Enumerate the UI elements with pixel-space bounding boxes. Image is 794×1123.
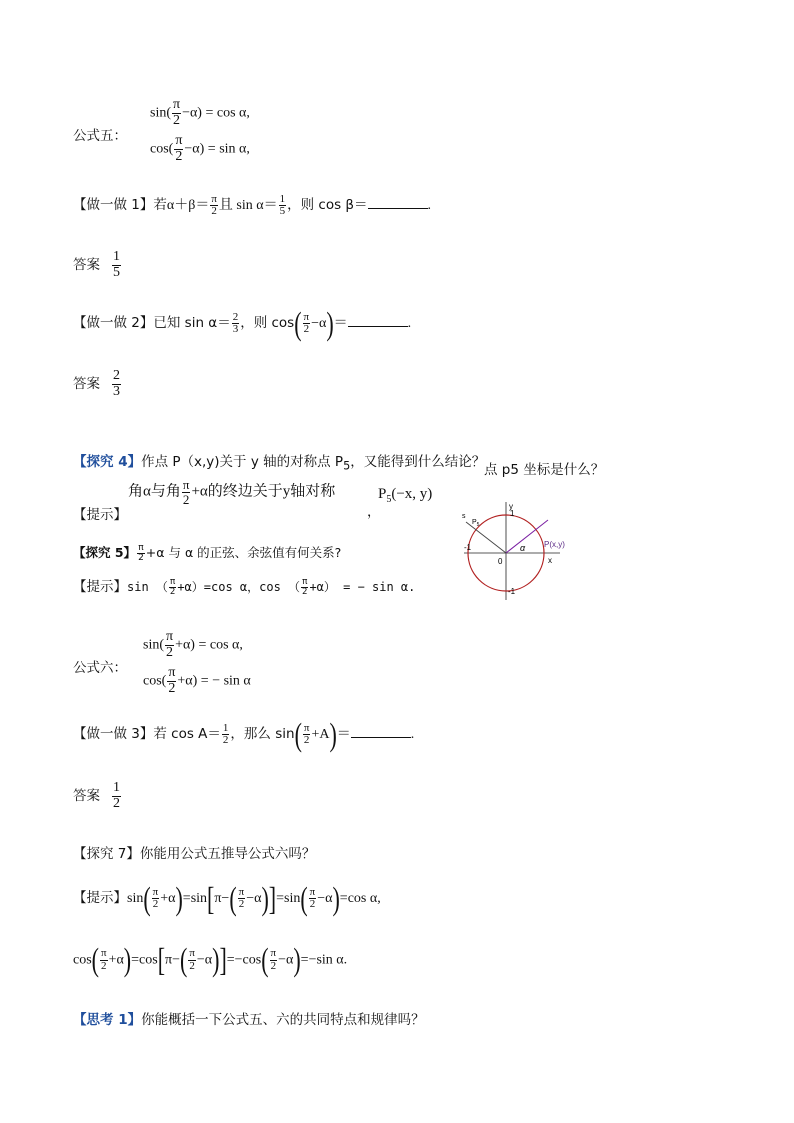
- explore4: 【探究 4】作点 P（x,y)关于 y 轴的对称点 $P_5$，又能得到什么结论？: [73, 454, 486, 473]
- formula6-line1: sin( $\frac{\pi}{2}$ +α) = cos α,: [143, 629, 243, 660]
- answer-blank: [348, 314, 408, 327]
- try1-question: 【做一做 1】若α＋β＝ $\frac{\pi}{2}$ 且 sin α＝ $\frac{1}{5}$ ，则 cos β＝ .: [73, 192, 432, 218]
- think1: 【思考 1】你能概括一下公式五、六的共同特点和规律吗？: [73, 1012, 425, 1028]
- try3-question: 【做一做 3】若 cos A＝ $\frac{1}{2}$ ，那么 sin( $\frac{\pi}{2}$ +A)＝ .: [73, 715, 415, 753]
- hint4-text: 角α与角 $\frac{\pi}{2}$ +α的终边关于y轴对称: [128, 477, 336, 507]
- tick-neg1-left: -1: [464, 543, 472, 552]
- formula5-line1: sin( $\frac{\pi}{2}$ −α) = cos α,: [150, 97, 250, 128]
- explore7: 【探究 7】你能用公式五推导公式六吗？: [73, 846, 316, 862]
- formula5-label: 公式五：: [73, 128, 127, 144]
- s-label: s: [462, 513, 466, 520]
- hint4-label: 【提示】: [73, 507, 127, 523]
- try2-question: 【做一做 2】已知 sin α＝ $\frac{2}{3}$ ，则 cos( $\frac{\pi}{2}$ −α)＝ .: [73, 304, 412, 342]
- terminal-side-p5: [466, 522, 506, 553]
- tick-neg1-bottom: -1: [508, 587, 516, 596]
- hint7-line1: 【提示】sin( $\frac{\pi}{2}$ +α)=sin[π−( $\frac{\pi}{2}$ −α)]=sin( $\frac{\pi}{2}$ −α)=cos α,: [73, 879, 381, 917]
- tick-1-top: 1: [510, 509, 515, 518]
- p-label: P(x,y): [544, 540, 565, 549]
- terminal-side-p: [506, 520, 548, 553]
- answer-blank: [368, 196, 428, 209]
- origin-label: 0: [498, 557, 503, 566]
- answer-blank: [351, 725, 411, 738]
- explore4-extra: 点 p5 坐标是什么？: [484, 462, 605, 478]
- explore5: 【探究 5】 $\frac{\pi}{2}$ +α 与 α 的正弦、余弦值有何关系?: [73, 542, 342, 563]
- hint4-p5: $P_5(-x$, y): [378, 486, 433, 505]
- hint5: 【提示】sin （ $\frac{\pi}{2}$ +α）=cos α，cos （ $\frac{\pi}{2}$ +α） = − sin α.: [73, 576, 416, 597]
- hint7-line2: cos( $\frac{\pi}{2}$ +α)=cos[π−( $\frac{\pi}{2}$ −α)]=−cos( $\frac{\pi}{2}$ −α)=−sin α.: [73, 940, 348, 979]
- answer1: 答案 $\frac{1}{5}$: [73, 249, 120, 280]
- hint4-comma: ，: [367, 504, 381, 520]
- y-axis-label: y: [509, 502, 513, 511]
- formula6-label: 公式六：: [73, 660, 127, 676]
- answer2: 答案 $\frac{2}{3}$: [73, 368, 120, 399]
- formula6-line2: cos( $\frac{\pi}{2}$ +α) = − sin α: [143, 665, 251, 696]
- formula5-line2: cos( $\frac{\pi}{2}$ −α) = sin α,: [150, 133, 250, 164]
- p5-label: $P_5$: [472, 519, 480, 528]
- x-axis-label: x: [548, 556, 552, 565]
- answer3: 答案 $\frac{1}{2}$: [73, 780, 120, 811]
- unit-circle-figure: [460, 500, 570, 602]
- alpha-label: α: [520, 543, 526, 553]
